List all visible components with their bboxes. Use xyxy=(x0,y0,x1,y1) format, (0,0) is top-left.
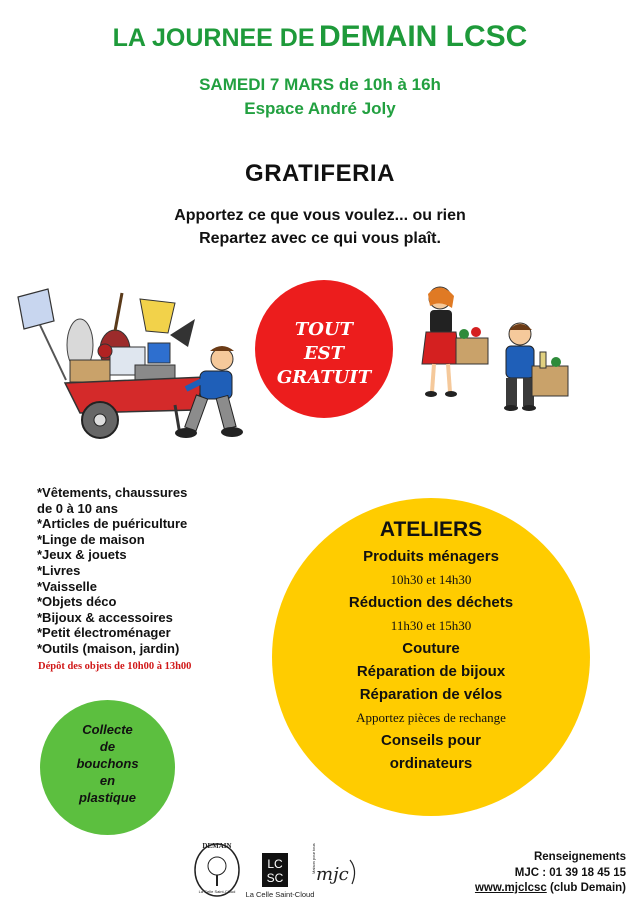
collecte-line: de xyxy=(99,739,116,754)
list-item: *Outils (maison, jardin) xyxy=(37,640,180,656)
workshop-item: Réparation de bijoux xyxy=(356,663,506,680)
workshop-item: Produits ménagers xyxy=(363,548,499,565)
workshop-item: Réparation de vélos xyxy=(359,686,503,703)
gratiferia-tagline xyxy=(0,204,640,250)
demain-logo-subtext: La Celle Saint-Cloud xyxy=(198,889,236,894)
collecte-line: Collecte xyxy=(82,722,133,737)
info-web xyxy=(475,881,626,897)
mjc-logo xyxy=(311,843,367,898)
demain-logo xyxy=(192,838,242,898)
workshop-item: Réduction des déchets xyxy=(348,594,514,611)
list-item: *Livres xyxy=(37,562,81,578)
lcsc-logo-bottom: SC xyxy=(266,871,284,885)
workshops-list xyxy=(272,515,590,775)
event-date-venue xyxy=(0,73,640,121)
info-phone: MJC : 01 39 18 45 15 xyxy=(514,866,626,879)
people-carrying-illustration xyxy=(410,282,580,422)
list-item: *Vaisselle xyxy=(37,578,97,594)
website-link[interactable]: www.mjclcsc xyxy=(474,882,547,894)
badge-line3: GRATUIT xyxy=(276,367,372,388)
free-badge-text xyxy=(255,318,393,390)
workshop-item: Conseils pour xyxy=(380,732,481,749)
list-item: *Linge de maison xyxy=(37,531,145,547)
workshop-item: Couture xyxy=(402,640,460,657)
lcsc-logo-caption: La Celle Saint-Cloud xyxy=(245,890,315,899)
title-part1: LA JOURNEE DE xyxy=(112,24,315,52)
workshops-title: ATELIERS xyxy=(379,518,483,541)
list-item: *Objets déco xyxy=(37,594,117,610)
website-suffix: (club Demain) xyxy=(546,882,626,894)
list-item: *Bijoux & accessoires xyxy=(37,609,173,625)
gratiferia-title: GRATIFERIA xyxy=(245,160,395,187)
badge-line1: TOUT xyxy=(294,319,354,340)
workshop-item: ordinateurs xyxy=(389,755,473,772)
list-item: de 0 à 10 ans xyxy=(37,500,118,516)
demain-logo-text: DEMAIN xyxy=(202,842,232,850)
date-line: SAMEDI 7 MARS de 10h à 16h xyxy=(199,75,441,94)
title-part2: DEMAIN LCSC xyxy=(319,20,528,53)
tagline-line2: Repartez avec ce qui vous plaît. xyxy=(199,230,441,247)
mjc-logo-text: mjc xyxy=(316,864,349,885)
workshop-times: 11h30 et 15h30 xyxy=(390,618,472,633)
accepted-items-list xyxy=(37,485,187,657)
lcsc-logo-top: LC xyxy=(267,857,283,871)
badge-line2: EST xyxy=(303,343,345,364)
collecte-line: plastique xyxy=(78,790,137,805)
collecte-line: en xyxy=(99,773,116,788)
mjc-logo-subtext: Maison pour tous xyxy=(311,843,316,874)
lcsc-logo xyxy=(244,853,316,901)
cap-collection-text xyxy=(40,721,175,806)
poster-title xyxy=(0,20,640,54)
list-item: *Vêtements, chaussures xyxy=(37,485,188,500)
wheelbarrow-illustration xyxy=(10,285,250,445)
list-item: *Jeux & jouets xyxy=(37,547,127,563)
workshop-note: Apportez pièces de rechange xyxy=(356,710,506,725)
collecte-line: bouchons xyxy=(76,756,139,771)
contact-info xyxy=(475,850,626,897)
venue-line: Espace André Joly xyxy=(244,99,396,118)
list-item: *Petit électroménager xyxy=(37,625,171,641)
workshop-times: 10h30 et 14h30 xyxy=(390,572,472,587)
info-title: Renseignements xyxy=(533,851,626,863)
drop-off-hours: Dépôt des objets de 10h00 à 13h00 xyxy=(38,661,192,672)
tagline-line1: Apportez ce que vous voulez... ou rien xyxy=(174,207,466,224)
list-item: *Articles de puériculture xyxy=(37,516,188,532)
